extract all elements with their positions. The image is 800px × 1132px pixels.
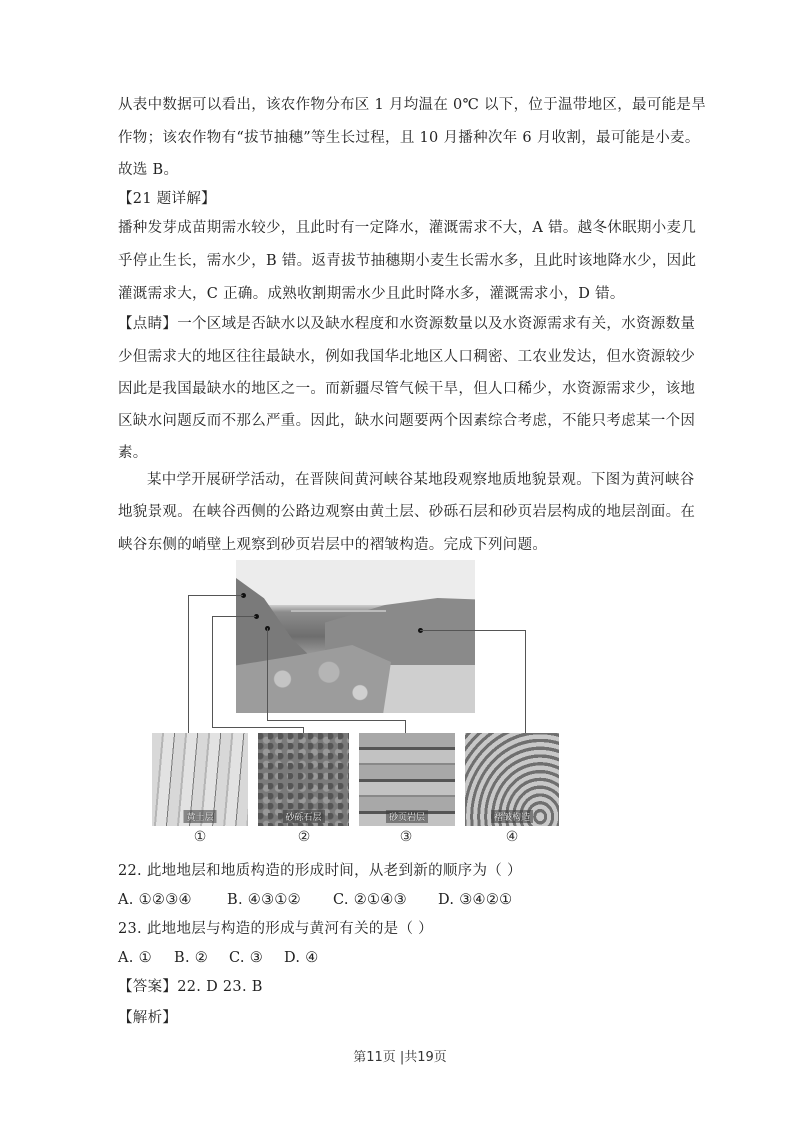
panel-number: ① xyxy=(193,829,207,845)
panel-label: 黄土层 xyxy=(183,810,216,823)
panel-sandstone-shale-layer xyxy=(359,733,455,826)
analysis-heading: 【解析】 xyxy=(118,1010,178,1026)
section-heading-q21: 【21 题详解】 xyxy=(118,191,216,207)
panel-label: 砂砾石层 xyxy=(282,810,324,823)
answer-line: 【答案】22. D 23. B xyxy=(118,979,263,995)
paragraph-line: 灌溉需求大，C 正确。成熟收割期需水少且此时降水多，灌溉需求小，D 错。 xyxy=(118,286,625,302)
question-23-option-d: D. ④ xyxy=(284,950,319,966)
panel-label: 褶皱构造 xyxy=(491,810,533,823)
connector-line-2 xyxy=(212,727,303,728)
paragraph-line: 峡谷东侧的峭壁上观察到砂页岩层中的褶皱构造。完成下列问题。 xyxy=(118,537,548,553)
panel-number: ④ xyxy=(505,829,519,845)
connector-line-3 xyxy=(405,720,406,733)
page-indicator: 第11页 |共19页 xyxy=(353,1050,447,1065)
paragraph-line: 播种发芽成苗期需水较少，且此时有一定降水，灌溉需求不大，A 错。越冬休眠期小麦几 xyxy=(118,220,697,236)
connector-line-1 xyxy=(188,595,243,596)
tip-paragraph-line: 【点睛】一个区域是否缺水以及缺水程度和水资源数量以及水资源需求有关，水资源数量 xyxy=(118,316,696,332)
question-22-option-c: C. ②①④③ xyxy=(333,892,407,908)
question-22-stem: 22. 此地地层和地质构造的形成时间，从老到新的顺序为（ ） xyxy=(118,863,522,879)
question-23-stem: 23. 此地地层与构造的形成与黄河有关的是（ ） xyxy=(118,921,433,937)
panel-fold-structure xyxy=(465,733,559,826)
canyon-landscape-photo xyxy=(236,560,475,713)
panel-number: ② xyxy=(297,829,311,845)
paragraph-line: 乎停止生长，需水少，B 错。返青拔节抽穗期小麦生长需水多，且此时该地降水少，因此 xyxy=(118,253,697,269)
question-22-option-a: A. ①②③④ xyxy=(118,892,192,908)
paragraph-line: 作物；该农作物有“拔节抽穗”等生长过程，且 10 月播种次年 6 月收割，最可能是小麦。 xyxy=(118,130,700,146)
paragraph-line: 因此是我国最缺水的地区之一。而新疆尽管气候干旱，但人口稀少，水资源需求少，该地 xyxy=(118,381,696,397)
connector-line-3 xyxy=(267,720,405,721)
paragraph-line: 故选 B。 xyxy=(118,162,179,178)
paragraph-line: 区缺水问题反而不那么严重。因此，缺水问题要两个因素综合考虑，不能只考虑某一个因 xyxy=(118,413,696,429)
connector-line-3 xyxy=(267,628,268,720)
panel-label: 砂页岩层 xyxy=(386,810,428,823)
question-22-option-d: D. ③④②① xyxy=(438,892,513,908)
connector-line-4 xyxy=(525,630,526,733)
connector-line-2 xyxy=(212,616,213,727)
panel-number: ③ xyxy=(399,829,413,845)
paragraph-line: 少但需求大的地区往往最缺水，例如我国华北地区人口稠密、工农业发达，但水资源较少 xyxy=(118,349,696,365)
question-22-option-b: B. ④③①② xyxy=(227,892,301,908)
connector-line-1 xyxy=(188,595,189,733)
photo-river xyxy=(375,665,475,713)
panel-gravel-layer xyxy=(258,733,349,826)
paragraph-line: 素。 xyxy=(118,445,148,461)
photo-bridge xyxy=(291,610,386,612)
intro-paragraph-line: 某中学开展研学活动，在晋陕间黄河峡谷某地段观察地质地貌景观。下图为黄河峡谷 xyxy=(147,472,695,488)
connector-line-4 xyxy=(420,630,525,631)
question-23-option-a: A. ① xyxy=(118,950,152,966)
paragraph-line: 地貌景观。在峡谷西侧的公路边观察由黄土层、砂砾石层和砂页岩层构成的地层剖面。在 xyxy=(118,504,696,520)
question-23-option-c: C. ③ xyxy=(229,950,263,966)
paragraph-line: 从表中数据可以看出，该农作物分布区 1 月均温在 0℃ 以下，位于温带地区，最可能是旱 xyxy=(118,97,707,113)
question-23-option-b: B. ② xyxy=(174,950,209,966)
panel-loess-layer xyxy=(152,733,248,826)
connector-line-2 xyxy=(212,616,256,617)
canyon-figure xyxy=(140,555,570,855)
